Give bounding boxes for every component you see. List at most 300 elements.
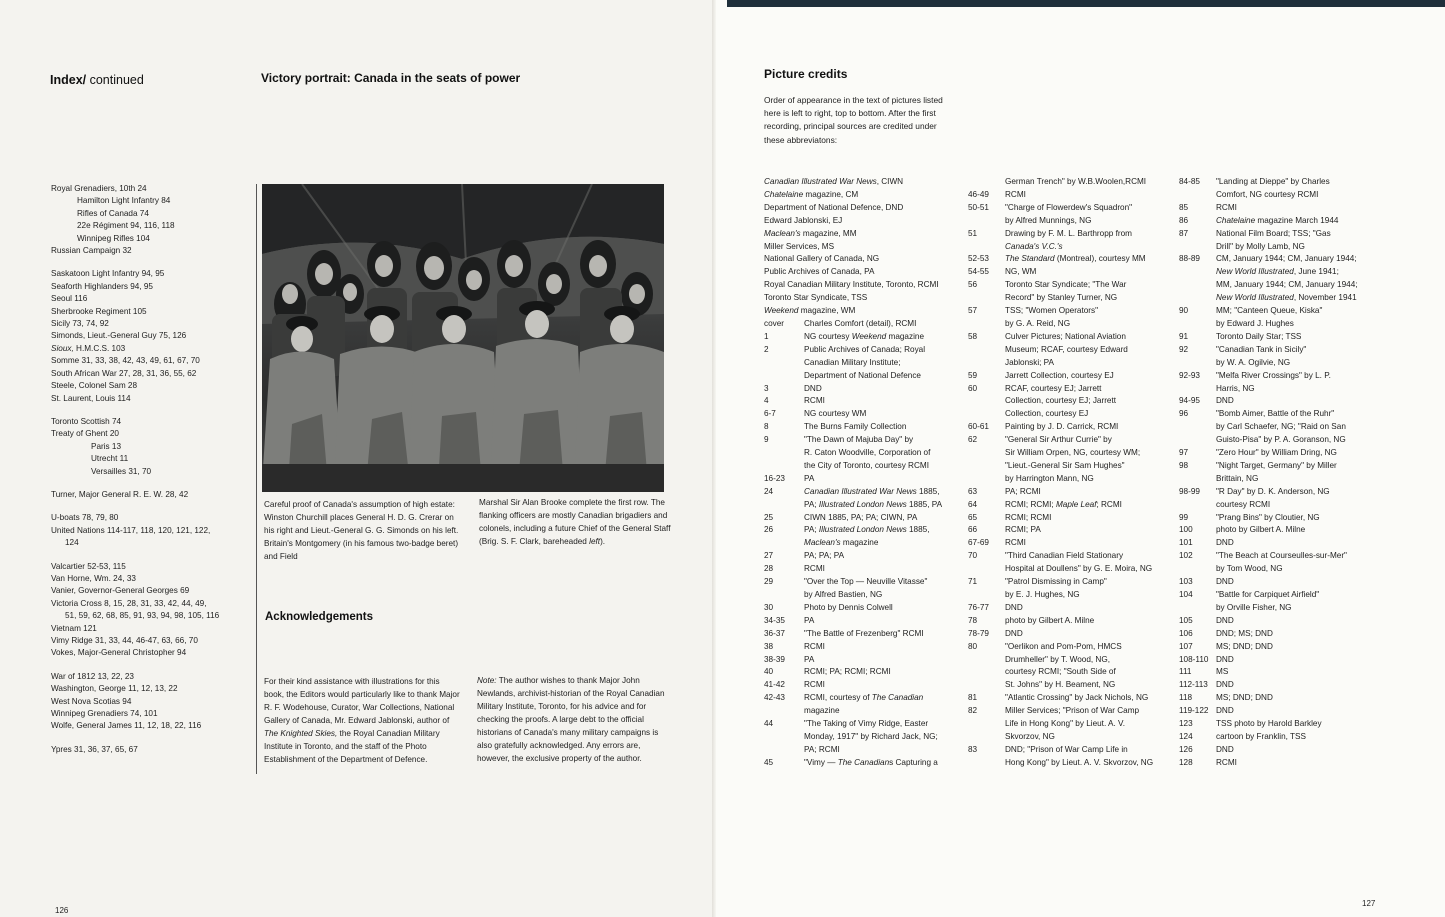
credit-source: Royal Canadian Military Institute, Toronto, RCMI [764,280,939,290]
credit-source: DND [1216,577,1234,587]
credit-page-number: 124 [1179,731,1193,741]
acknowledgements-col2: Note: The author wishes to thank Major John Newlands, archivist-historian of the Royal Canadian Military Institute, Toronto, for his advice and for checking the proofs. A large debt to the official historians of Canada's many military campaigns is also gratefully acknowledged. Any errors are, however, the exclusive property of the author. [477,676,665,763]
credit-page-number: 56 [968,280,978,290]
index-entry: Vimy Ridge 31, 33, 44, 46-47, 63, 66, 70 [51,636,198,645]
index-spacer [51,550,251,561]
photo-illustration [262,184,664,492]
credit-row [968,176,1188,189]
credit-source: Department of National Defence, DND [764,202,904,212]
left-page [0,0,716,917]
index-spacer [51,660,251,671]
credit-source: DND [1216,654,1234,664]
credit-source: "Over the Top — Neuville Vitasse" [804,577,928,587]
credit-row [1179,731,1443,744]
credit-row [968,641,1188,654]
credit-page-number: 8 [764,422,769,432]
credit-source: Skvorzov, NG [1005,731,1055,741]
group-photograph [262,184,664,492]
index-entry: Vanier, Governor-General Georges 69 [51,586,190,596]
credit-source: DND [1216,744,1234,754]
credit-row [968,460,1188,473]
credit-source: Weekend magazine, WM [764,306,856,316]
credit-source: Chatelaine magazine, CM [764,189,859,199]
credit-source: "Vimy — The Canadians Capturing a [804,757,938,767]
credit-page-number: 3 [764,383,769,393]
credit-page-number: 83 [968,744,978,754]
acknowledgements-heading: Acknowledgements [265,611,373,623]
credit-source: DND [804,383,822,393]
credit-page-number [1179,602,1216,615]
credit-source: photo by Gilbert A. Milne [1005,615,1095,625]
credit-row [1179,628,1443,641]
credit-page-number [764,589,804,602]
credit-source: Department of National Defence [804,370,921,380]
photo-caption-col1: Careful proof of Canada's assumption of high estate: Winston Churchill places General H. D. G. Crerar on his right and Lieut.-General G. G. Simonds on his left. Britain's Montgomery (in his famous two-badge beret) and Field [264,500,459,561]
credit-page-number: 42-43 [764,693,785,703]
credit-row [968,383,1188,396]
credit-page-number: 44 [764,719,774,729]
credit-source: "Oerlikon and Pom-Pom, HMCS [1005,641,1122,651]
credit-page-number [1179,383,1216,396]
credit-row [1179,744,1443,757]
credit-row [1179,550,1443,563]
credit-source: DND; MS; DND [1216,628,1273,638]
credit-source: Hospital at Doullens" by G. E. Moira, NG [1005,564,1153,574]
credit-page-number: 99 [1179,512,1189,522]
credit-page-number: 64 [968,499,978,509]
index-entry: Vietnam 121 [51,623,97,633]
credit-page-number: 27 [764,551,774,561]
credit-page-number: 29 [764,577,774,587]
index-entry: U-boats 78, 79, 80 [51,513,119,523]
index-entry: Saskatoon Light Infantry 94, 95 [51,269,165,279]
credit-source: TSS photo by Harold Barkley [1216,719,1322,729]
credit-source: by G. A. Reid, NG [1005,318,1071,328]
credit-page-number: 63 [968,486,978,496]
credit-row [1179,305,1443,318]
credit-page-number [764,447,804,460]
credit-row [968,292,1188,305]
credit-source: "Zero Hour" by William Dring, NG [1216,448,1337,458]
credit-source: RCMI; PA; RCMI; RCMI [804,667,891,677]
index-entry: Somme 31, 33, 38, 42, 43, 49, 61, 67, 70 [51,356,200,366]
credit-page-number [968,408,1005,421]
index-spacer [51,501,251,512]
credit-source: by Tom Wood, NG [1216,564,1283,574]
credit-source: Public Archives of Canada; Royal [804,344,926,354]
credit-source: National Film Board; TSS; "Gas [1216,228,1331,238]
credit-page-number: 107 [1179,641,1193,651]
credit-page-number: 91 [1179,331,1189,341]
credit-source: "Lieut.-General Sir Sam Hughes" [1005,460,1125,470]
credit-page-number: 81 [968,693,978,703]
credit-source: Drumheller" by T. Wood, NG, [1005,654,1110,664]
credit-source: courtesy RCMI [1216,499,1271,509]
credit-row [968,253,1188,266]
index-entry: St. Laurent, Louis 114 [51,393,131,403]
index-entry: Victoria Cross 8, 15, 28, 31, 33, 42, 44, 49, [51,598,207,608]
credit-source: PA; RCMI [1005,486,1041,496]
credit-page-number: 88-89 [1179,254,1200,264]
credit-page-number [968,718,1005,731]
credit-page-number: 98 [1179,460,1189,470]
credit-page-number [968,589,1005,602]
credit-row [1179,460,1443,473]
credit-page-number [968,215,1005,228]
credit-source: the City of Toronto, courtesy RCMI [804,460,929,470]
credit-row [1179,563,1443,576]
credit-source: Harris, NG [1216,383,1255,393]
credit-page-number [968,563,1005,576]
credit-source: by E. J. Hughes, NG [1005,590,1080,599]
credit-source: "Canadian Tank in Sicily" [1216,344,1307,354]
credit-row [968,744,1188,757]
credit-page-number: 97 [1179,448,1189,458]
credit-source: RCMI; RCMI; Maple Leaf; RCMI [1005,499,1122,509]
credit-source: Canada's V.C.'s [1005,241,1063,251]
credit-page-number [968,447,1005,460]
credit-page-number: 40 [764,667,774,677]
credit-source: Collection, courtesy EJ [1005,409,1089,419]
credit-page-number: 70 [968,551,978,561]
index-entry: Toronto Scottish 74 [51,416,122,426]
credit-source: RCMI, courtesy of The Canadian [804,693,924,703]
credit-source: PA [804,473,815,483]
page-number-left: 126 [55,906,69,915]
credit-source: "Third Canadian Field Stationary [1005,551,1124,561]
credit-source: MS; DND; DND [1216,693,1273,703]
credit-page-number: 108-110 [1179,654,1209,664]
credit-row [1179,499,1443,512]
credit-row [1179,486,1443,499]
credit-page-number: 90 [1179,306,1189,316]
credit-page-number: 71 [968,577,978,587]
credit-source: MM, January 1944; CM, January 1944; [1216,280,1358,290]
credit-page-number: 67-69 [968,538,989,548]
credit-row [968,666,1188,679]
credit-source: by Edward J. Hughes [1216,318,1294,328]
credit-page-number: 52-53 [968,254,989,264]
credit-row [1179,292,1443,305]
credit-page-number: 102 [1179,551,1193,561]
credit-source: NG courtesy Weekend magazine [804,331,925,341]
credit-page-number [1179,279,1216,292]
index-entry: Van Horne, Wm. 24, 33 [51,573,136,583]
credit-row [1179,421,1443,434]
credit-page-number: 57 [968,306,978,316]
credit-page-number: 50-51 [968,202,989,212]
credit-source: DND [1216,680,1234,690]
credit-row [1179,241,1443,254]
credit-page-number [968,460,1005,473]
index-entry: Simonds, Lieut.-General Guy 75, 126 [51,331,187,341]
credit-source: MM; "Canteen Queue, Kiska" [1216,306,1323,316]
credit-source: DND [1216,396,1234,406]
credit-source: RCMI [1005,538,1026,548]
credit-page-number [1179,318,1216,331]
credit-page-number: 86 [1179,215,1189,225]
credit-source: RCMI [804,396,825,406]
credit-page-number: 111 [1179,667,1192,677]
index-entry: Seaforth Highlanders 94, 95 [51,281,153,291]
credit-row [968,344,1188,357]
index-list [51,183,251,756]
credit-source: DND [1005,602,1023,612]
credit-row [968,615,1188,628]
credit-page-number [1179,499,1216,512]
cover-edge [727,0,1445,7]
index-entry: West Nova Scotias 94 [51,696,132,706]
credit-page-number [968,679,1005,692]
credit-row [968,537,1188,550]
index-entry: Russian Campaign 32 [51,246,132,256]
credit-row [1179,537,1443,550]
index-entry: Versailles 31, 70 [91,466,152,476]
credit-source: PA; RCMI [804,744,840,754]
credit-row [968,473,1188,486]
index-header: Index/ continued [50,73,144,87]
credit-page-number: 92 [1179,344,1189,354]
credit-page-number: 84-85 [1179,177,1200,186]
credit-source: cartoon by Franklin, TSS [1216,731,1306,741]
credit-row [968,705,1188,718]
credit-page-number [968,395,1005,408]
credit-page-number [764,357,804,370]
credit-source: Miller Services; "Prison of War Camp [1005,706,1140,716]
credit-page-number: 9 [764,435,769,445]
index-entry: Sherbrooke Regiment 105 [51,306,147,316]
credit-source: The Burns Family Collection [804,422,907,432]
credit-row [968,602,1188,615]
credit-source: Canadian Military Institute; [804,357,901,367]
credit-row [1179,705,1443,718]
credit-row [1179,383,1443,396]
credit-row [1179,512,1443,525]
credit-row [968,486,1188,499]
credit-row [1179,524,1443,537]
photo-caption-col2: Marshal Sir Alan Brooke complete the first row. The flanking officers are mostly Canadian brigadiers and colonels, including a future Chief of the General Staff (Brig. S. F. Clark, bareheaded left). [479,498,671,546]
credit-source: by Carl Schaefer, NG; "Raid on San [1216,422,1346,432]
credit-source: Sir William Orpen, NG, courtesy WM; [1005,448,1141,458]
index-entry: South African War 27, 28, 31, 36, 55, 62 [51,368,197,378]
index-entry: Utrecht 11 [91,454,129,464]
credit-source: Hong Kong" by Lieut. A. V. Skvorzov, NG [1005,757,1154,767]
credit-page-number: 54-55 [968,267,989,277]
credit-page-number: 6-7 [764,409,776,419]
credit-row [968,499,1188,512]
credit-source: "Prang Bins" by Cloutier, NG [1216,512,1320,522]
credit-source: Public Archives of Canada, PA [764,267,875,277]
credit-page-number [1179,434,1216,447]
credit-source: photo by Gilbert A. Milne [1216,525,1306,535]
credit-source: courtesy RCMI; "South Side of [1005,667,1116,677]
credit-page-number [968,357,1005,370]
credit-source: MS; DND; DND [1216,641,1273,651]
credit-row [968,395,1188,408]
credit-source: "The Beach at Courseulles-sur-Mer" [1216,551,1347,561]
credit-row [968,189,1188,202]
credit-page-number: 16-23 [764,473,785,483]
credit-source: Culver Pictures; National Aviation [1005,331,1126,341]
credit-source: Comfort, NG courtesy RCMI [1216,189,1319,199]
credit-source: Miller Services, MS [764,241,835,251]
credit-source: RCMI [1216,757,1237,767]
credit-page-number: 25 [764,512,774,522]
credit-source: RCMI [804,641,825,651]
credit-row [1179,253,1443,266]
credit-source: Jablonski; PA [1005,357,1054,367]
credit-row [1179,215,1443,228]
credit-row [1179,357,1443,370]
credit-page-number: 26 [764,525,774,535]
index-entry: 124 [65,538,79,548]
credit-page-number: 2 [764,344,769,354]
credit-row [1179,576,1443,589]
credit-source: DND [1005,628,1023,638]
credit-source: by Harrington Mann, NG [1005,473,1094,483]
credit-page-number: 82 [968,706,978,716]
credit-source: Brittain, NG [1216,473,1259,483]
credit-page-number [764,460,804,473]
credit-page-number [764,744,804,757]
credit-row [968,654,1188,667]
credit-row [1179,589,1443,602]
credit-row [968,692,1188,705]
credit-page-number [1179,421,1216,434]
credit-page-number: 51 [968,228,978,238]
credit-source: Charles Comfort (detail), RCMI [804,318,917,328]
credit-source: "Bomb Aimer, Battle of the Ruhr" [1216,409,1335,419]
credit-page-number: 1 [764,331,769,341]
credit-source: Toronto Star Syndicate; "The War [1005,280,1127,290]
credit-source: "Landing at Dieppe" by Charles [1216,177,1330,186]
credit-page-number: 78-79 [968,628,989,638]
credit-page-number [968,318,1005,331]
right-page [716,0,1445,917]
credit-row [1179,331,1443,344]
credit-source: magazine [804,706,840,716]
index-entry: Wolfe, General James 11, 12, 18, 22, 116 [51,721,202,731]
credit-page-number: 41-42 [764,680,785,690]
credit-source: PA; PA; PA [804,551,845,561]
credit-row [1179,318,1443,331]
index-spacer [51,478,251,489]
credit-row [968,447,1188,460]
acknowledgements-col1: For their kind assistance with illustrations for this book, the Editors would particularly like to thank Major R. F. Wodehouse, Curator, War Collections, National Gallery of Canada, Mr. Edward Jablonski, author of The Knighted Skies, the Royal Canadian Military Institute in Toronto, and the staff of the Photo Establishment of the Department of Defence. [264,677,460,764]
credit-row [968,628,1188,641]
credit-page-number: 62 [968,435,978,445]
credit-row [1179,189,1443,202]
credit-row [968,550,1188,563]
credit-page-number [764,731,804,744]
credit-row [968,421,1188,434]
credit-row [968,266,1188,279]
index-entry: Vokes, Major-General Christopher 94 [51,648,187,658]
credit-source: PA; Illustrated London News 1885, [804,525,930,535]
credit-page-number [1179,266,1216,279]
index-entry: Turner, Major General R. E. W. 28, 42 [51,489,189,499]
credit-source: RCMI [1216,202,1237,212]
credit-page-number: 112-113 [1179,680,1208,690]
credit-row [1179,279,1443,292]
credit-page-number: 126 [1179,744,1193,754]
credit-source: Canadian Illustrated War News, CIWN [764,177,904,186]
credit-source: "Night Target, Germany" by Miller [1216,460,1337,470]
index-entry: 22e Régiment 94, 116, 118 [77,221,175,231]
credit-row [1179,228,1443,241]
credit-row [1179,679,1443,692]
credit-page-number: 85 [1179,202,1189,212]
credit-row [968,279,1188,292]
credits-intro: Order of appearance in the text of pictures listed here is left to right, top to bottom. After the first recording, principal sources are credited under these abbreviatons: [764,95,943,145]
credit-row [1179,202,1443,215]
credit-page-number [1179,563,1216,576]
credit-row [968,215,1188,228]
credit-page-number: 80 [968,641,978,651]
credit-row [1179,176,1443,189]
credit-source: Toronto Daily Star; TSS [1216,331,1302,341]
credit-source: by Alfred Bastien, NG [804,590,883,599]
index-entry: Winnipeg Rifles 104 [77,233,150,243]
credit-page-number [1179,292,1216,305]
credit-row [1179,757,1443,770]
credit-page-number [968,473,1005,486]
credit-page-number: 30 [764,602,774,612]
credit-source: "Charge of Flowerdew's Squadron" [1005,202,1133,212]
credit-page-number: 34-35 [764,615,785,625]
credit-source: National Gallery of Canada, NG [764,254,880,264]
credit-page-number: 60-61 [968,422,989,432]
credit-page-number [764,705,804,718]
credit-source: by Orville Fisher, NG [1216,602,1292,612]
credit-page-number: 78 [968,615,978,625]
credit-source: Life in Hong Kong" by Lieut. A. V. [1005,719,1126,729]
credit-page-number [968,344,1005,357]
credit-source: DND; "Prison of War Camp Life in [1005,744,1128,754]
credit-row [1179,434,1443,447]
credit-source: New World Illustrated, November 1941 [1216,293,1357,303]
credit-source: Collection, courtesy EJ; Jarrett [1005,396,1117,406]
divider-line [256,184,257,774]
credit-row [968,241,1188,254]
credit-page-number: 98-99 [1179,486,1200,496]
credit-page-number: 96 [1179,409,1189,419]
index-spacer [51,733,251,744]
credit-source: Museum; RCAF, courtesy Edward [1005,344,1128,354]
credit-source: "Atlantic Crossing" by Jack Nichols, NG [1005,693,1149,703]
credit-source: Guisto-Pisa" by P. A. Goranson, NG [1216,435,1346,445]
index-entry: Sicily 73, 74, 92 [51,319,109,329]
credit-page-number: cover [764,318,785,328]
credit-row [968,679,1188,692]
credit-page-number: 24 [764,486,774,496]
credit-page-number: 36-37 [764,628,785,638]
credit-row [1179,473,1443,486]
credit-source: PA [804,615,815,625]
picture-credits-heading: Picture credits [764,67,848,81]
credit-source: PA [804,654,815,664]
credit-row [968,731,1188,744]
credit-row [968,434,1188,447]
index-spacer [51,257,251,268]
credit-page-number: 46-49 [968,189,989,199]
credit-row [1179,615,1443,628]
credit-source: Chatelaine magazine March 1944 [1216,215,1339,225]
credit-source: DND [1216,706,1234,716]
credit-page-number: 60 [968,383,978,393]
credit-page-number [1179,473,1216,486]
credits-column-2 [968,176,1188,770]
